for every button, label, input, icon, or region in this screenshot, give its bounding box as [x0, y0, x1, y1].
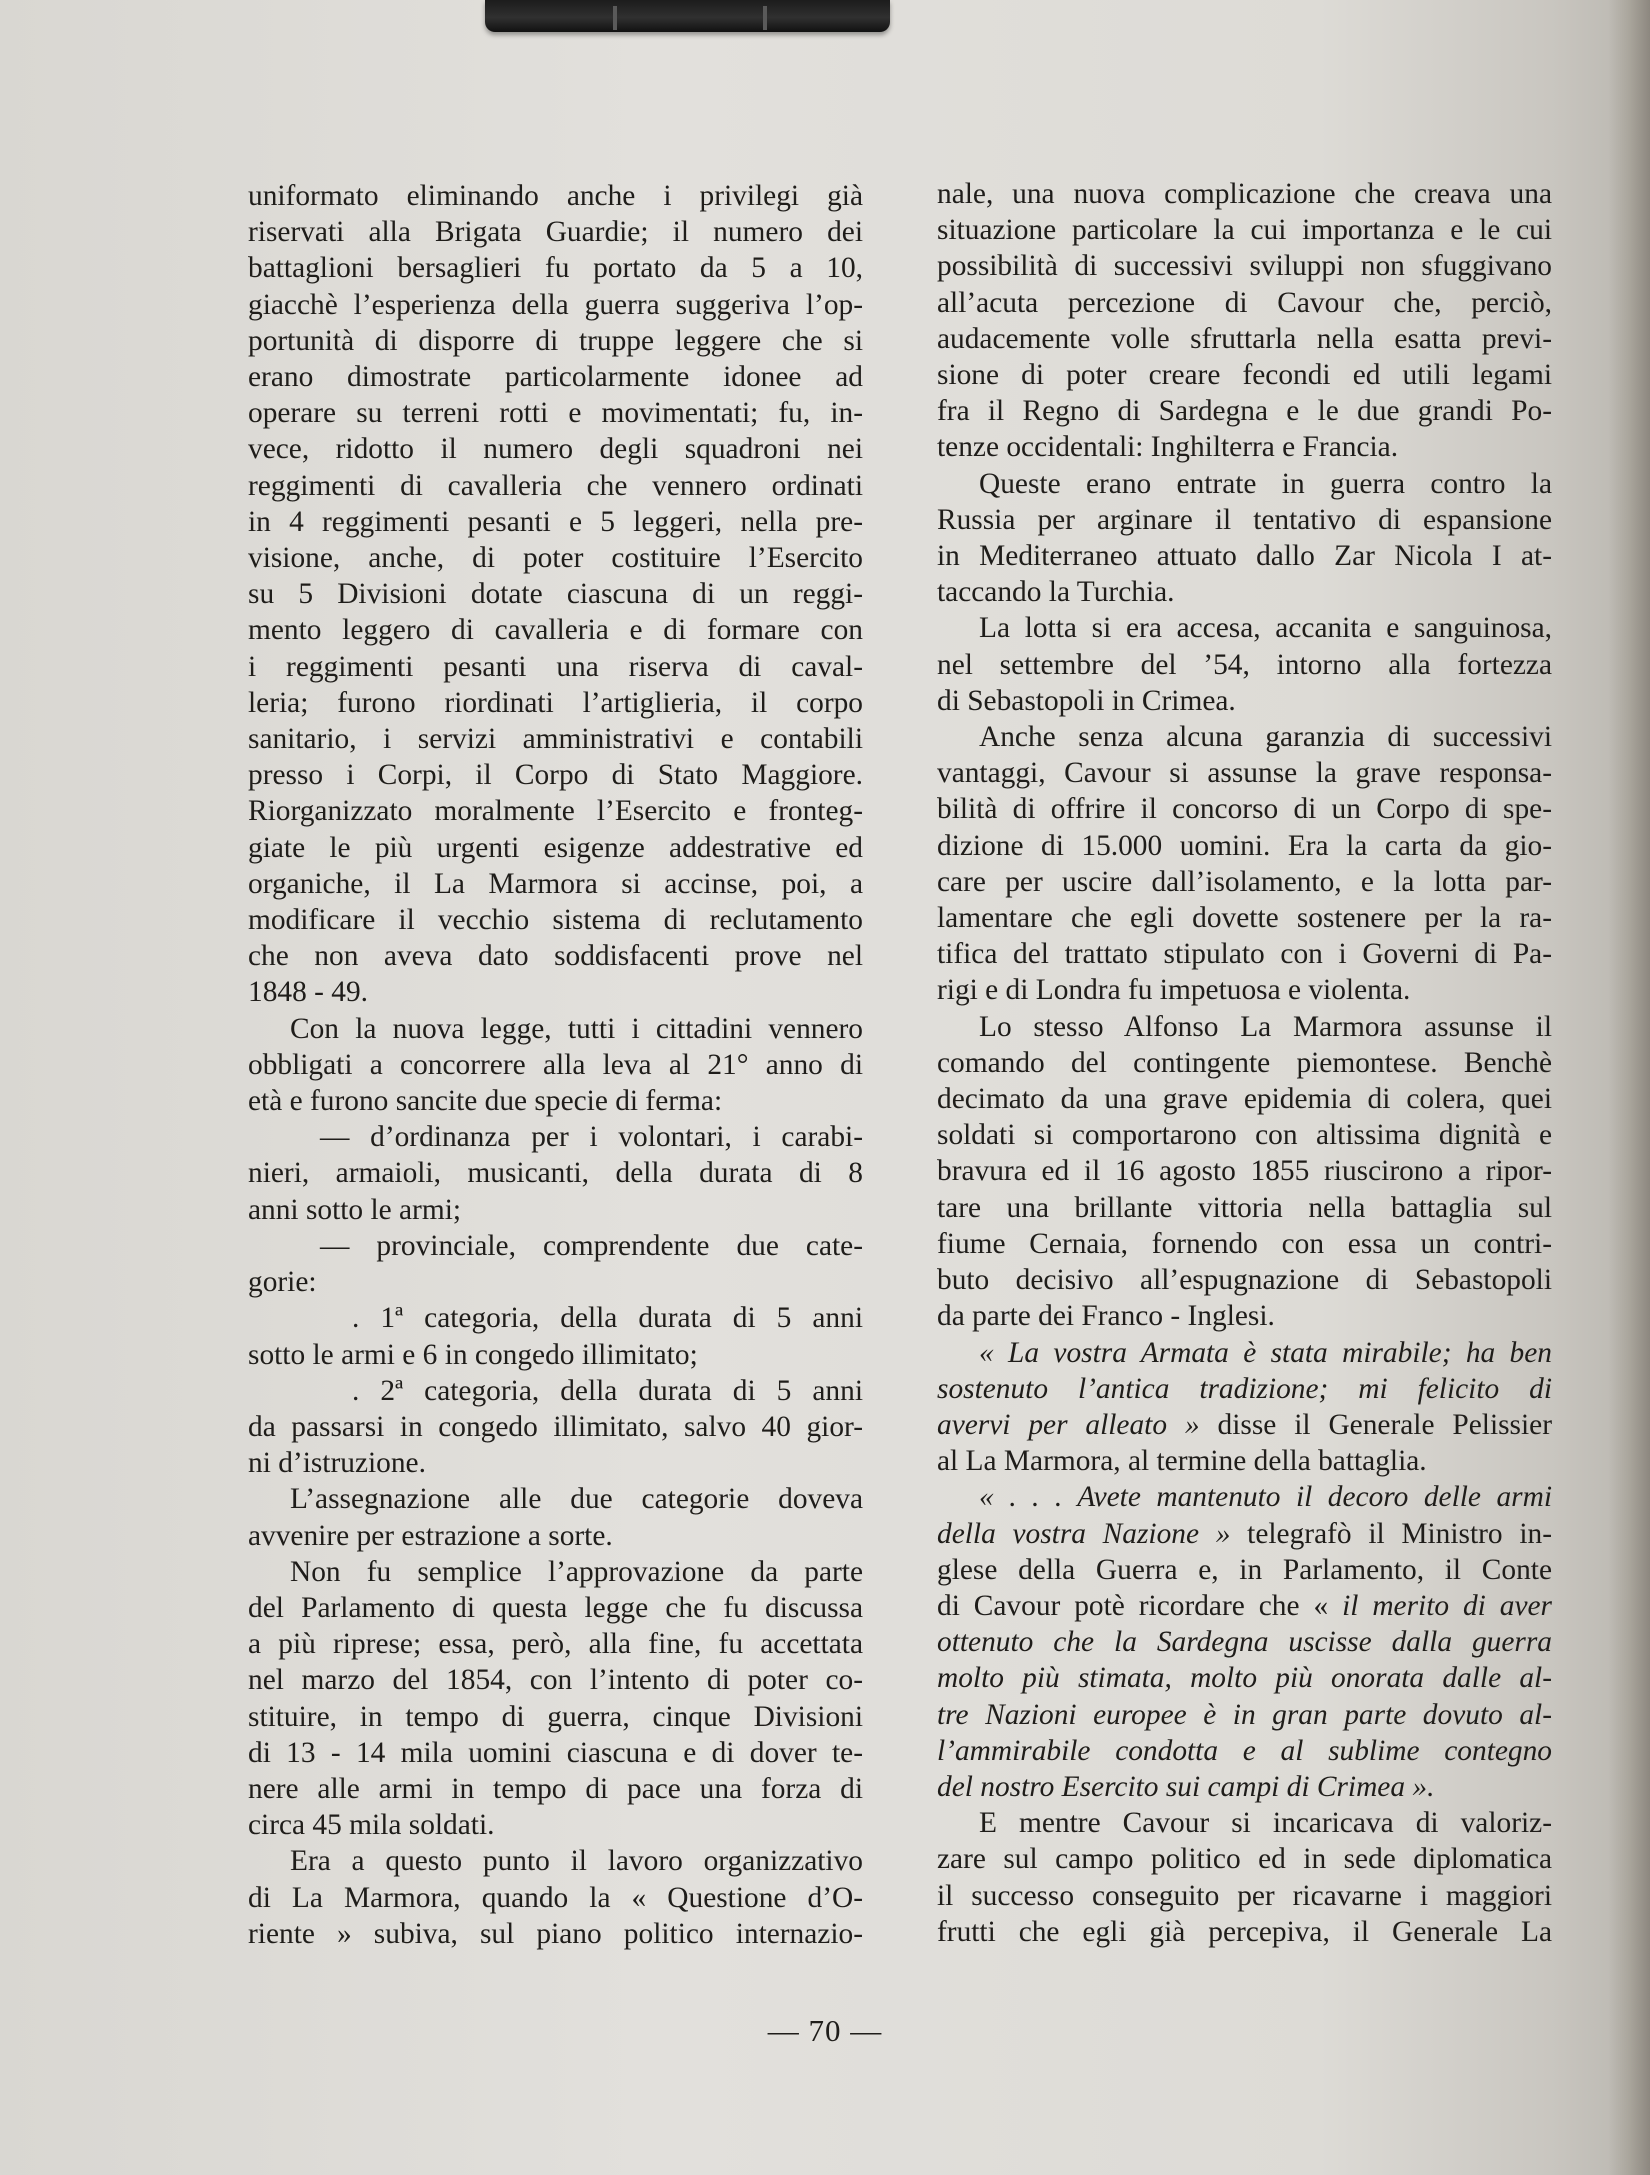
text-line: fiume Cernaia, fornendo con essa un contri- — [937, 1227, 1552, 1260]
text-line: buto decisivo all’espugnazione di Sebastopoli — [937, 1264, 1552, 1297]
text-line: care per uscire dall’isolamento, e la lotta par- — [937, 865, 1552, 898]
page-number: — 70 — — [767, 2013, 883, 2048]
text-line: bravura ed il 16 agosto 1855 riuscirono a ripor- — [937, 1155, 1552, 1188]
text-line: comando del contingente piemontese. Benchè — [937, 1046, 1552, 1079]
text-line: L’assegnazione alle due categorie doveva — [290, 1483, 863, 1516]
text-line: da passarsi in congedo illimitato, salvo 40 gior- — [248, 1410, 863, 1443]
text-line: tenze occidentali: Inghilterra e Francia. — [937, 431, 1399, 464]
text-line: a più riprese; essa, però, alla fine, fu accettata — [248, 1628, 863, 1661]
text-line: l’ammirabile condotta e al sublime contegno — [937, 1734, 1552, 1767]
text-line: Con la nuova legge, tutti i cittadini vennero — [290, 1012, 863, 1045]
text-line: vece, ridotto il numero degli squadroni nei — [248, 433, 863, 466]
text-line: Non fu semplice l’approvazione da parte — [290, 1555, 863, 1588]
text-line: — d’ordinanza per i volontari, i carabi- — [320, 1121, 863, 1154]
text-line: di Cavour potè ricordare che « il merito di aver — [937, 1589, 1552, 1622]
text-line: ottenuto che la Sardegna uscisse dalla guerra — [937, 1626, 1552, 1659]
text-line: della vostra Nazione » telegrafò il Ministro in- — [937, 1517, 1552, 1550]
text-line: il successo conseguito per ricavarne i maggiori — [937, 1879, 1552, 1912]
text-line: avvenire per estrazione a sorte. — [248, 1519, 613, 1552]
text-line: giacchè l’esperienza della guerra suggeriva l’op- — [248, 288, 863, 321]
text-line: . 1ª categoria, della durata di 5 anni — [352, 1302, 863, 1335]
text-line: giate le più urgenti esigenze addestrative ed — [248, 831, 863, 864]
text-line: tifica del trattato stipulato con i Governi di Pa- — [937, 938, 1552, 971]
text-line: audacemente volle sfruttarla nella esatta previ- — [937, 322, 1552, 355]
text-line: uniformato eliminando anche i privilegi già — [248, 180, 863, 212]
text-line: Era a questo punto il lavoro organizzativo — [290, 1845, 863, 1878]
text-line: Russia per arginare il tentativo di espansione — [937, 503, 1552, 536]
text-line: modificare il vecchio sistema di reclutamento — [248, 904, 863, 937]
text-line: La lotta si era accesa, accanita e sanguinosa, — [979, 612, 1552, 645]
text-line: visione, anche, di poter costituire l’Esercito — [248, 542, 863, 575]
text-line: reggimenti di cavalleria che vennero ordinati — [248, 469, 863, 502]
text-line: situazione particolare la cui importanza e le cui — [937, 214, 1552, 247]
text-line: vantaggi, Cavour si assunse la grave responsa- — [937, 757, 1552, 790]
text-line: molto più stimata, molto più onorata dalle al- — [937, 1662, 1552, 1695]
text-line: nel settembre del ’54, intorno alla fortezza — [937, 648, 1552, 681]
text-line: frutti che egli già percepiva, il Generale La — [937, 1915, 1552, 1948]
text-line: soldati si comportarono con altissima dignità e — [937, 1119, 1552, 1152]
text-line: rigi e di Londra fu impetuosa e violenta. — [937, 974, 1411, 1007]
text-line: del Parlamento di questa legge che fu discussa — [248, 1591, 863, 1624]
text-line: in 4 reggimenti pesanti e 5 leggeri, nella pre- — [248, 505, 863, 538]
text-line: di Sebastopoli in Crimea. — [937, 684, 1236, 717]
text-line: — provinciale, comprendente due cate- — [320, 1229, 863, 1262]
text-line: sanitario, i servizi amministrativi e contabili — [248, 723, 863, 756]
text-line: organiche, il La Marmora si accinse, poi, a — [248, 867, 863, 900]
text-line: riente » subiva, sul piano politico internazio- — [248, 1917, 863, 1950]
text-line: taccando la Turchia. — [937, 576, 1175, 609]
text-line: fra il Regno di Sardegna e le due grandi Po- — [937, 395, 1552, 428]
text-line: « . . . Avete mantenuto il decoro delle armi — [979, 1481, 1552, 1514]
text-line: di La Marmora, quando la « Questione d’O- — [248, 1881, 863, 1914]
text-line: Anche senza alcuna garanzia di successivi — [979, 721, 1552, 754]
text-line: nel marzo del 1854, con l’intento di poter co- — [248, 1664, 863, 1697]
text-line: zare sul campo politico ed in sede diplomatica — [937, 1843, 1552, 1876]
text-line: i reggimenti pesanti una riserva di caval- — [248, 650, 863, 683]
text-line: ni d’istruzione. — [248, 1447, 426, 1480]
text-line: anni sotto le armi; — [248, 1193, 462, 1226]
text-line: glese della Guerra e, in Parlamento, il Conte — [937, 1553, 1552, 1586]
text-line: nere alle armi in tempo di pace una forza di — [248, 1772, 863, 1805]
text-line: al La Marmora, al termine della battaglia. — [937, 1445, 1427, 1478]
text-line: riservati alla Brigata Guardie; il numero dei — [248, 216, 863, 249]
page-edge-shadow — [1608, 0, 1650, 2175]
text-line: in Mediterraneo attuato dallo Zar Nicola I at- — [937, 540, 1552, 573]
text-line: portunità di disporre di truppe leggere che si — [248, 324, 863, 357]
text-line: nale, una nuova complicazione che creava una — [937, 178, 1552, 210]
text-line: età e furono sancite due specie di ferma: — [248, 1085, 723, 1118]
text-line: E mentre Cavour si incaricava di valoriz- — [979, 1807, 1552, 1840]
text-line: . 2ª categoria, della durata di 5 anni — [352, 1374, 863, 1407]
text-line: dizione di 15.000 uomini. Era la carta da gio- — [937, 829, 1552, 862]
text-line: tre Nazioni europee è in gran parte dovuto al- — [937, 1698, 1552, 1731]
text-line: obbligati a concorrere alla leva al 21° anno di — [248, 1048, 863, 1081]
text-line: stituire, in tempo di guerra, cinque Divisioni — [248, 1700, 863, 1733]
text-line: decimato da una grave epidemia di colera, quei — [937, 1083, 1552, 1116]
text-line: Riorganizzato moralmente l’Esercito e fronteg- — [248, 795, 863, 828]
text-line: nieri, armaioli, musicanti, della durata di 8 — [248, 1157, 863, 1190]
text-line: di 13 - 14 mila uomini ciascuna e di dover te- — [248, 1736, 863, 1769]
text-line: lamentare che egli dovette sostenere per la ra- — [937, 902, 1552, 935]
text-line: tare una brillante vittoria nella battaglia sul — [937, 1191, 1552, 1224]
text-line: 1848 - 49. — [248, 976, 369, 1009]
text-line: del nostro Esercito sui campi di Crimea ». — [937, 1770, 1435, 1803]
text-line: sostenuto l’antica tradizione; mi felicito di — [937, 1372, 1552, 1405]
text-line: circa 45 mila soldati. — [248, 1809, 495, 1842]
text-line: bilità di offrire il concorso di un Corpo di spe- — [937, 793, 1552, 826]
text-line: « La vostra Armata è stata mirabile; ha ben — [979, 1336, 1552, 1369]
text-line: battaglioni bersaglieri fu portato da 5 a 10, — [248, 252, 863, 285]
text-line: possibilità di successivi sviluppi non sfuggivano — [937, 250, 1552, 283]
text-line: leria; furono riordinati l’artiglieria, il corpo — [248, 686, 863, 719]
text-line: gorie: — [248, 1266, 317, 1299]
text-line: operare su terreni rotti e movimentati; fu, in- — [248, 397, 863, 430]
text-line: Queste erano entrate in guerra contro la — [979, 467, 1552, 500]
right-column — [937, 176, 1552, 1950]
text-line: che non aveva dato soddisfacenti prove nel — [248, 940, 863, 973]
text-line: sione di poter creare fecondi ed utili legami — [937, 359, 1552, 392]
text-line: erano dimostrate particolarmente idonee ad — [248, 361, 863, 394]
binder-clip-icon — [485, 0, 890, 32]
text-line: avervi per alleato » disse il Generale Pelissier — [937, 1408, 1552, 1441]
text-line: sotto le armi e 6 in congedo illimitato; — [248, 1338, 698, 1371]
text-line: all’acuta percezione di Cavour che, perciò, — [937, 286, 1552, 319]
left-column — [248, 178, 863, 1952]
text-line: presso i Corpi, il Corpo di Stato Maggiore. — [248, 759, 863, 792]
text-line: da parte dei Franco - Inglesi. — [937, 1300, 1275, 1333]
text-line: Lo stesso Alfonso La Marmora assunse il — [979, 1010, 1552, 1043]
text-line: su 5 Divisioni dotate ciascuna di un reggi- — [248, 578, 863, 611]
text-line: mento leggero di cavalleria e di formare con — [248, 614, 863, 647]
